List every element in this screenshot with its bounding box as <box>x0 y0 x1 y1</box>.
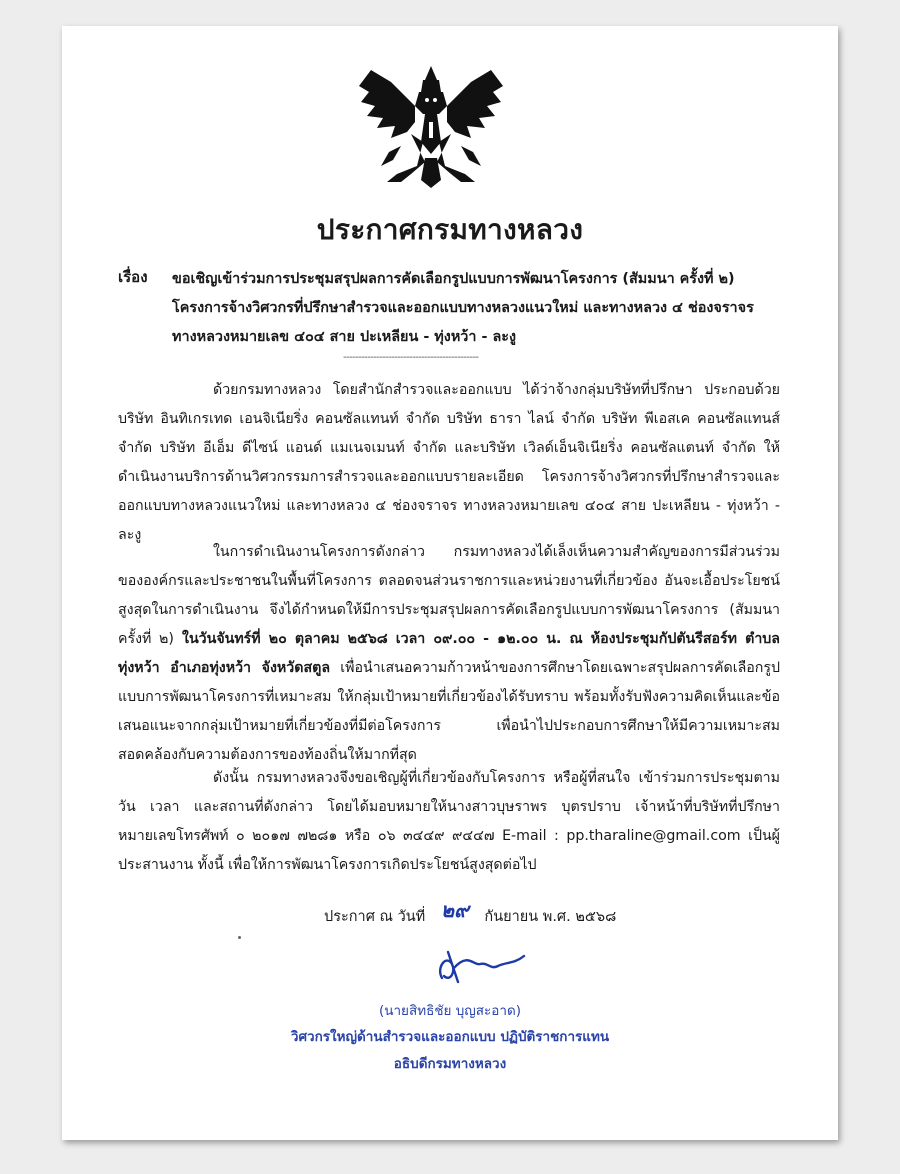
paragraph-3: ดังนั้น กรมทางหลวงจึงขอเชิญผู้ที่เกี่ยวข้องกับโครงการ หรือผู้ที่สนใจ เข้าร่วมการประชุมตามวัน เวลา และสถานที่ดังกล่าว โดยได้มอบหมายให้นางสาวบุษราพร บุตรปราบ เจ้าหน้าที่บริษัทที่ปรึกษา หมายเลขโทรศัพท์ ๐ ๒๐๑๗ ๗๒๘๑ หรือ ๐๖ ๓๔๔๙ ๙๔๔๗ E-mail : pp.tharaline@gmail.com เป็นผู้ประสานงาน ทั้งนี้ เพื่อให้การพัฒนาโครงการเกิดประโยชน์สูงสุดต่อไป <box>118 770 780 873</box>
page-title: ประกาศกรมทางหลวง <box>316 213 584 246</box>
announce-prefix: ประกาศ ณ วันที่ <box>324 909 426 925</box>
divider-line: --------------------------------------------- <box>343 352 479 363</box>
garuda-emblem-icon <box>341 62 521 190</box>
paragraph-2-purpose: เพื่อนำเสนอความก้าวหน้าของการศึกษาโดยเฉพาะสรุปผลการคัดเลือกรูปแบบการพัฒนาโครงการที่เหมาะสม ให้กลุ่มเป้าหมายที่เกี่ยวข้องได้รับทราบ พร้อมทั้งรับฟังความคิดเห็นและข้อเสนอแนะจากกลุ่มเป้าหมายที่เกี่ยวข้องที่มีต่อโครงการ เพื่อนำไปประกอบการศึกษาให้มีความเหมาะสมสอดคล้องกับความต้องการของท้องถิ่นให้มากที่สุด <box>118 660 780 763</box>
signer-position: วิศวกรใหญ่ด้านสำรวจและออกแบบ ปฏิบัติราชการแทน <box>290 1029 610 1045</box>
signer-name: (นายสิทธิชัย บุญสะอาด) <box>378 1003 521 1019</box>
subject-text: ขอเชิญเข้าร่วมการประชุมสรุปผลการคัดเลือกรูปแบบการพัฒนาโครงการ (สัมมนา ครั้งที่ ๒) โครงการจ้างวิศวกรที่ปรึกษาสำรวจและออกแบบทางหลวงแนวใหม่ และทางหลวง ๔ ช่องจราจร ทางหลวงหมายเลข ๔๐๔ สาย ปะเหลียน - ทุ่งหว้า - ละงู <box>172 271 754 345</box>
announcement-date <box>324 898 616 930</box>
meeting-details: ในวันจันทร์ที่ ๒๐ ตุลาคม ๒๕๖๘ เวลา ๐๙.๐๐ - ๑๒.๐๐ น. ณ ห้องประชุมกัปตันรีสอร์ท ตำบลทุ่งหว้า อำเภอทุ่งหว้า จังหวัดสตูล <box>118 631 780 676</box>
paragraph-2-intro: ในการดำเนินงานโครงการดังกล่าว กรมทางหลวงได้เล็งเห็นความสำคัญของการมีส่วนร่วมขององค์กรและประชาชนในพื้นที่โครงการ ตลอดจนส่วนราชการและหน่วยงานที่เกี่ยวข้อง อันจะเอื้อประโยชน์สูงสุดในการดำเนินงาน จึงได้กำหนดให้มีการประชุมสรุปผลการคัดเลือกรูปแบบการพัฒนาโครงการ (สัมมนา ครั้งที่ ๒) <box>118 544 780 647</box>
page-speck <box>238 936 241 939</box>
announce-month-year: กันยายน พ.ศ. ๒๕๖๘ <box>484 909 617 925</box>
signature-icon <box>428 942 538 992</box>
handwritten-day: ๒๙ <box>440 898 469 922</box>
paragraph-2 <box>118 538 780 770</box>
subject-label: เรื่อง <box>118 268 148 286</box>
paragraph-1: ด้วยกรมทางหลวง โดยสำนักสำรวจและออกแบบ ได้ว่าจ้างกลุ่มบริษัทที่ปรึกษา ประกอบด้วย บริษัท อินทิเกรเทด เอนจิเนียริ่ง คอนซัลแทนท์ จำกัด บริษัท ธารา ไลน์ จำกัด บริษัท พีเอสเค คอนซัลแทนส์ จำกัด บริษัท อีเอ็ม ดีไซน์ แอนด์ แมเนจเมนท์ จำกัด และบริษัท เวิลด์เอ็นจิเนียริ่ง คอนซัลแตนท์ จำกัด ให้ดำเนินงานบริการด้านวิศวกรรมการสำรวจและออกแบบรายละเอียด โครงการจ้างวิศวกรที่ปรึกษาสำรวจและออกแบบทางหลวงแนวใหม่ และทางหลวง ๔ ช่องจราจร ทางหลวงหมายเลข ๔๐๔ สาย ปะเหลียน - ทุ่งหว้า - ละงู <box>118 382 780 543</box>
signer-organization: อธิบดีกรมทางหลวง <box>393 1056 507 1072</box>
